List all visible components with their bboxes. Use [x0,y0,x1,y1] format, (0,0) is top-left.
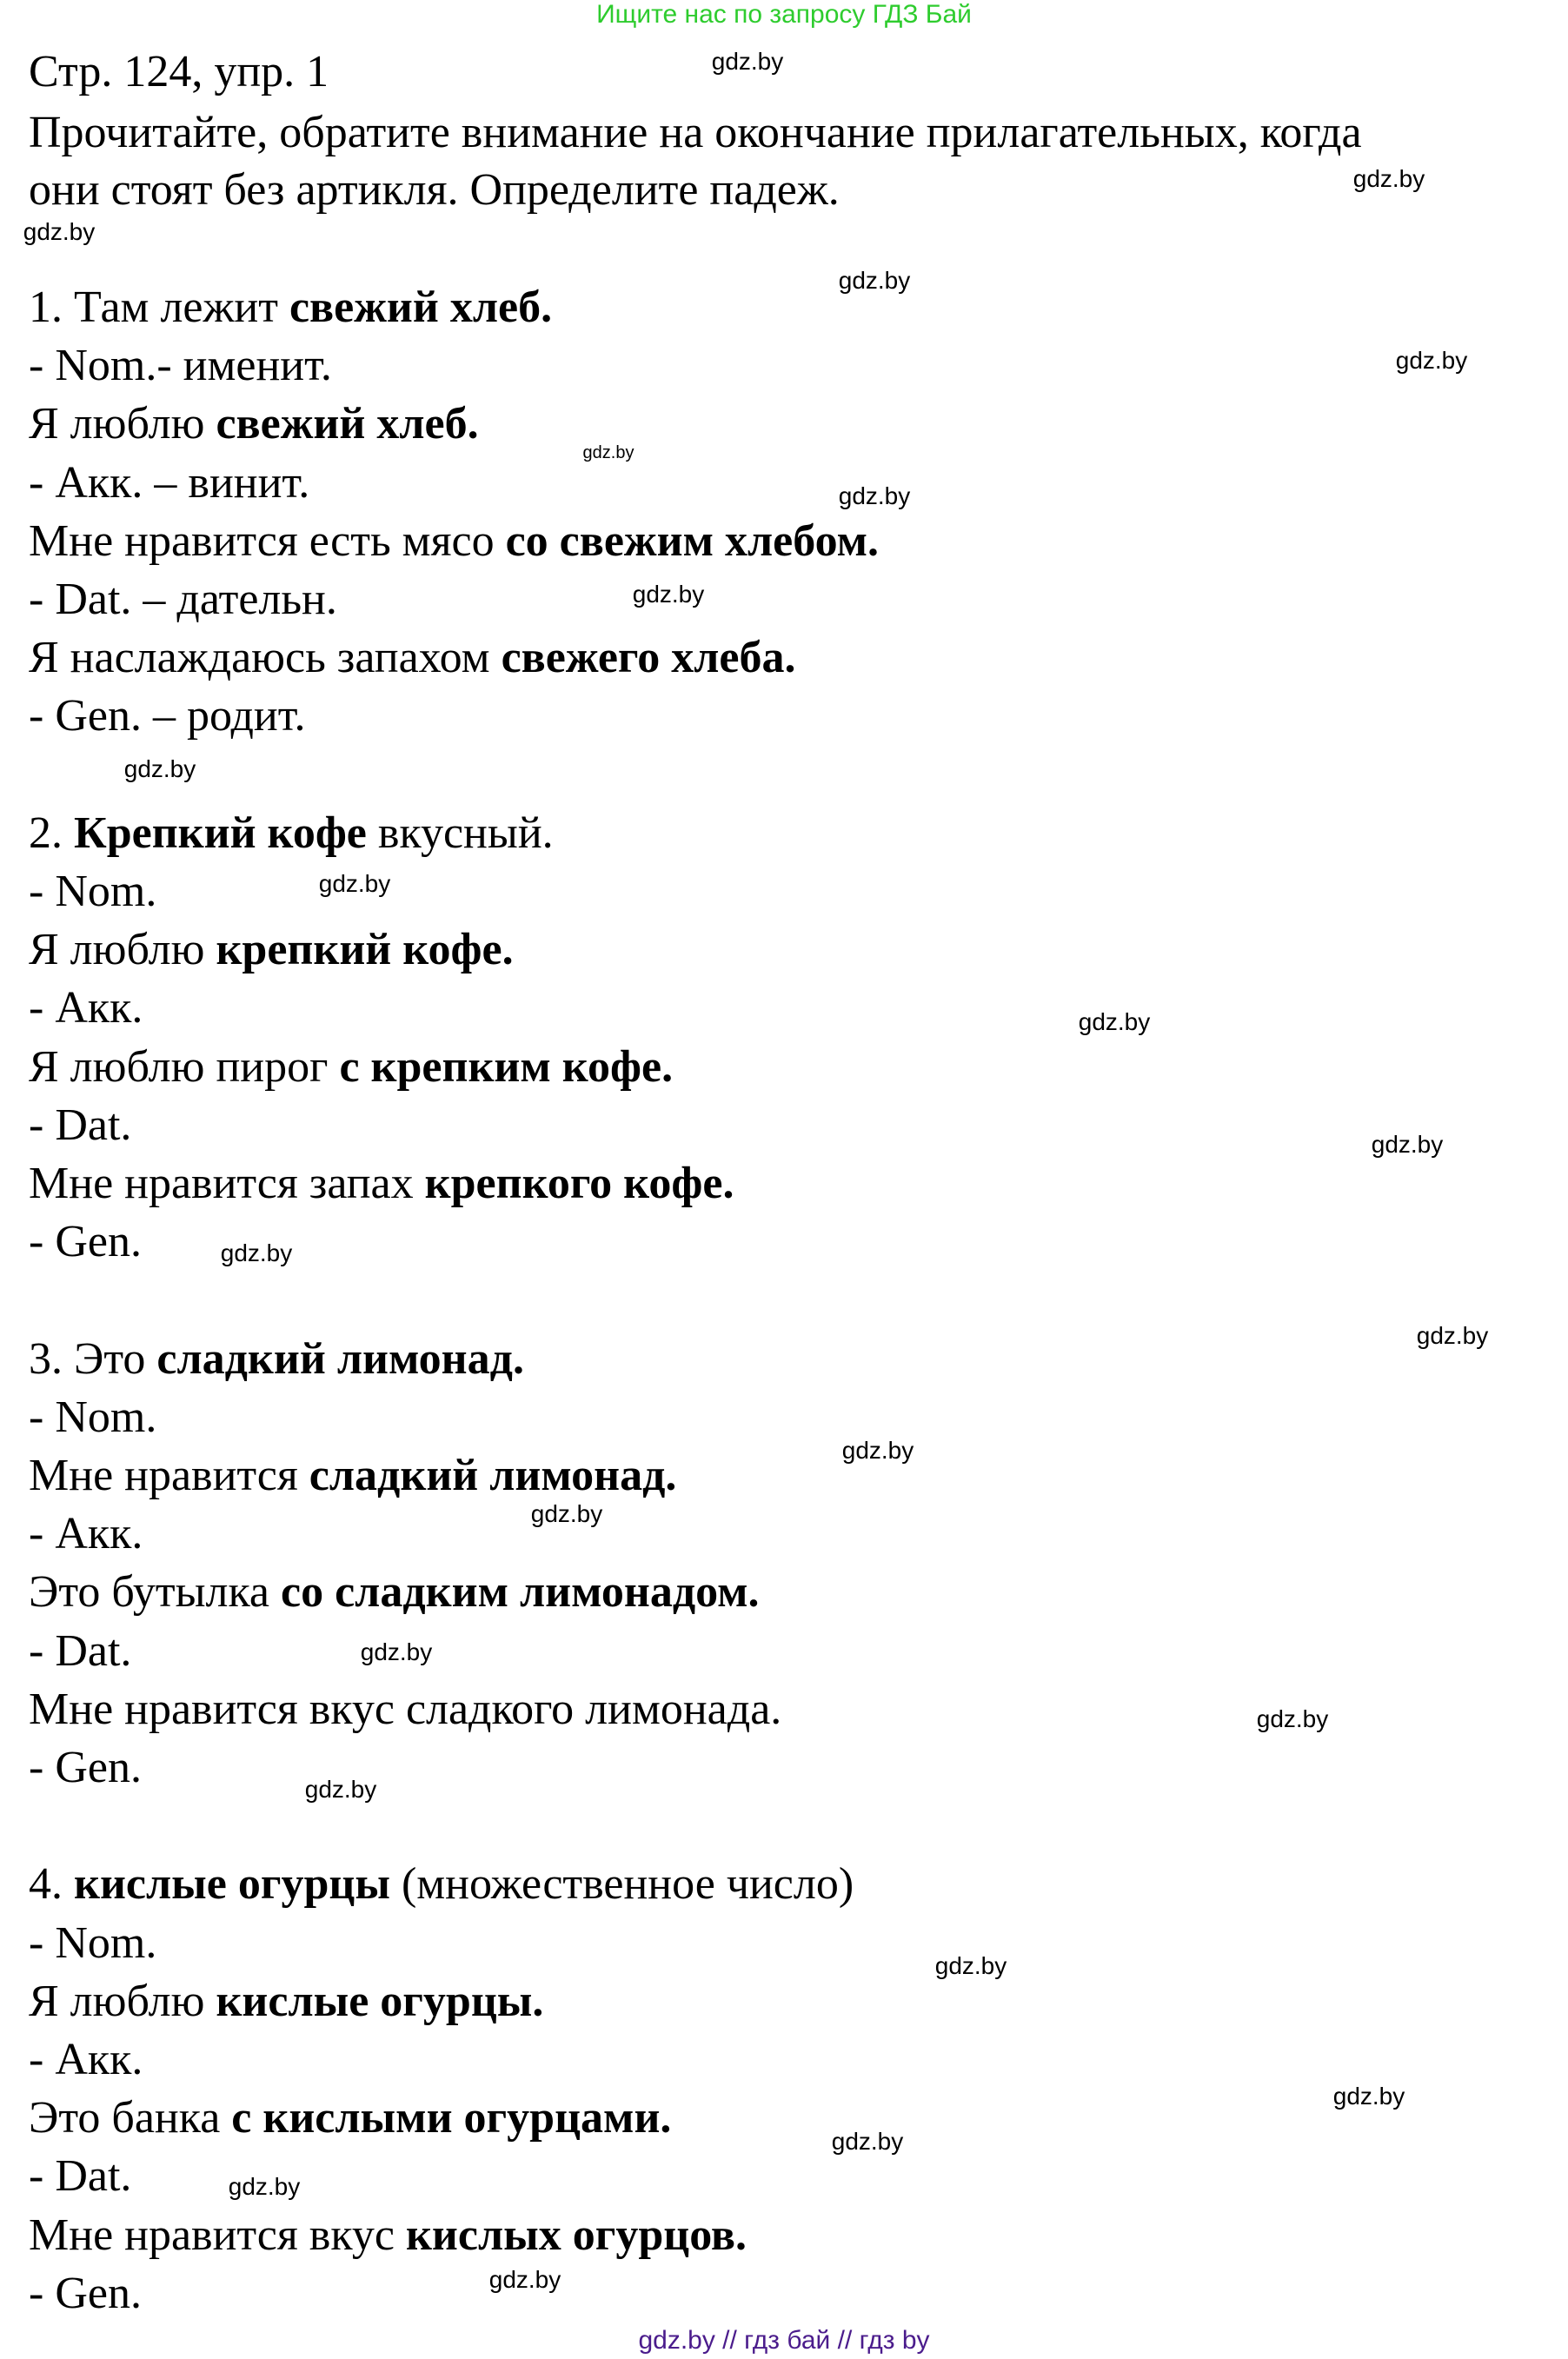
bold-phrase: сладкий лимонад. [156,1333,524,1384]
watermark: gdz.by [838,482,911,509]
text-segment: - Dat. [29,1100,132,1150]
text-segment: Я люблю пирог [29,1041,340,1092]
example-sentence [29,1567,760,1618]
example-sentence [29,807,554,858]
task-instruction [29,110,1362,156]
text-segment: - Gen. [29,1743,142,1792]
example-sentence [29,282,553,332]
task-instruction [29,165,840,215]
text-segment: Мне нравится запах [29,1159,425,1208]
case-label [29,1917,157,1968]
text-segment: Мне нравится вкус сладкого лимонада. [29,1684,782,1734]
watermark: gdz.by [632,581,705,608]
text-segment: - Dat. – дательн. [29,575,337,624]
case-label [29,2268,142,2318]
watermark: gdz.by [228,2173,301,2200]
text-segment: - Акк. [29,1509,143,1559]
case-label [29,1219,142,1265]
example-sentence [29,1859,854,1910]
watermark: gdz.by [304,1776,377,1803]
text-segment: 1. Там лежит [29,282,289,332]
text-segment: - Dat. [29,1625,132,1676]
case-label [29,2151,132,2202]
watermark: gdz.by [838,267,911,294]
case-label [29,1745,142,1791]
bold-phrase: сладкий лимонад. [309,1451,677,1500]
bold-phrase: с крепким кофе. [339,1041,674,1092]
text-segment: Мне нравится вкус [29,2209,406,2260]
text-segment: 2. [29,807,74,858]
case-label [29,1392,157,1442]
text-segment: Это банка [29,2093,232,2143]
bold-phrase: кислые огурцы. [216,1976,544,2026]
watermark: gdz.by [831,2128,904,2155]
watermark: gdz.by [318,870,391,897]
example-sentence [29,2093,672,2143]
bold-phrase: кислых огурцов. [405,2209,747,2260]
text-segment: Мне нравится есть мясо [29,515,506,566]
text-segment: они стоят без артикля. Определите падеж. [29,165,840,215]
example-sentence [29,1684,782,1734]
text-segment: 3. Это [29,1333,157,1384]
example-sentence [29,2209,747,2260]
watermark: gdz.by [1332,2083,1405,2110]
watermark: gdz.by [1416,1322,1489,1349]
example-sentence [29,927,514,973]
text-segment: Стр. 124, упр. 1 [29,47,329,96]
example-sentence [29,1976,544,2026]
case-label [29,1625,132,1676]
text-segment: - Gen. – родит. [29,691,306,741]
example-sentence [29,1333,524,1384]
bold-phrase: Крепкий кофе [74,807,367,858]
text-segment: - Dat. [29,2151,132,2202]
watermark: gdz.by [841,1437,914,1464]
example-sentence [29,399,479,449]
example-sentence [29,1161,734,1206]
text-segment: - Акк. [29,983,143,1033]
text-segment: - Акк. [29,2035,143,2084]
example-sentence [29,515,879,566]
watermark: gdz.by [530,1500,603,1527]
text-segment: вкусный. [366,807,554,858]
bold-phrase: крепкий кофе. [216,925,514,975]
watermark: gdz.by [582,443,635,462]
bold-phrase: кислые огурцы [74,1859,390,1910]
case-label [29,1509,143,1559]
case-label [29,577,337,622]
bold-phrase: со сладким лимонадом. [281,1567,760,1618]
text-segment: - Gen. [29,1217,142,1267]
watermark: gdz.by [220,1239,293,1266]
page-title [29,47,329,96]
watermark: gdz.by [488,2266,561,2293]
bold-phrase: свежий хлеб. [289,282,553,332]
case-label [29,691,306,741]
watermark: gdz.by [360,1638,433,1665]
bold-phrase: с кислыми огурцами. [231,2093,672,2143]
bold-phrase: со свежим хлебом. [505,515,879,566]
bold-phrase: свежего хлеба. [501,633,796,683]
case-label [29,2037,143,2083]
watermark: gdz.by [934,1952,1007,1979]
watermark: gdz.by [1256,1705,1329,1732]
example-sentence [29,1041,674,1092]
text-segment: - Nom. [29,1917,157,1968]
text-segment: Мне нравится [29,1451,309,1500]
bold-phrase: свежий хлеб. [216,399,479,449]
text-segment: - Gen. [29,2268,142,2318]
example-sentence [29,635,796,681]
text-segment: Я люблю [29,1976,216,2026]
example-sentence [29,1453,676,1498]
text-segment: - Nom. [29,1392,157,1442]
watermark: gdz.by [1371,1131,1444,1158]
text-segment: 4. [29,1859,74,1910]
text-segment: - Nom.- именит. [29,341,332,391]
text-segment: Я люблю [29,399,216,449]
text-segment: - Акк. – винит. [29,457,310,508]
case-label [29,457,310,508]
text-segment: - Nom. [29,867,157,916]
text-segment: (множественное число) [389,1859,854,1910]
watermark: gdz.by [711,48,784,75]
watermark: gdz.by [1395,347,1468,374]
watermark: gdz.by [123,755,196,782]
footer-links: gdz.by // гдз бай // гдз by [638,2326,930,2355]
case-label [29,343,332,389]
case-label [29,983,143,1033]
search-banner: Ищите нас по запросу ГДЗ Бай [596,0,972,29]
text-segment: Это бутылка [29,1567,282,1618]
watermark: gdz.by [1078,1008,1151,1035]
bold-phrase: крепкого кофе. [424,1159,734,1208]
watermark: gdz.by [23,218,96,245]
case-label [29,869,156,914]
text-segment: Прочитайте, обратите внимание на окончание прилагательных, когда [29,108,1362,157]
case-label [29,1100,132,1150]
text-segment: Я люблю [29,925,216,975]
text-segment: Я наслаждаюсь запахом [29,633,502,683]
watermark: gdz.by [1352,165,1425,192]
